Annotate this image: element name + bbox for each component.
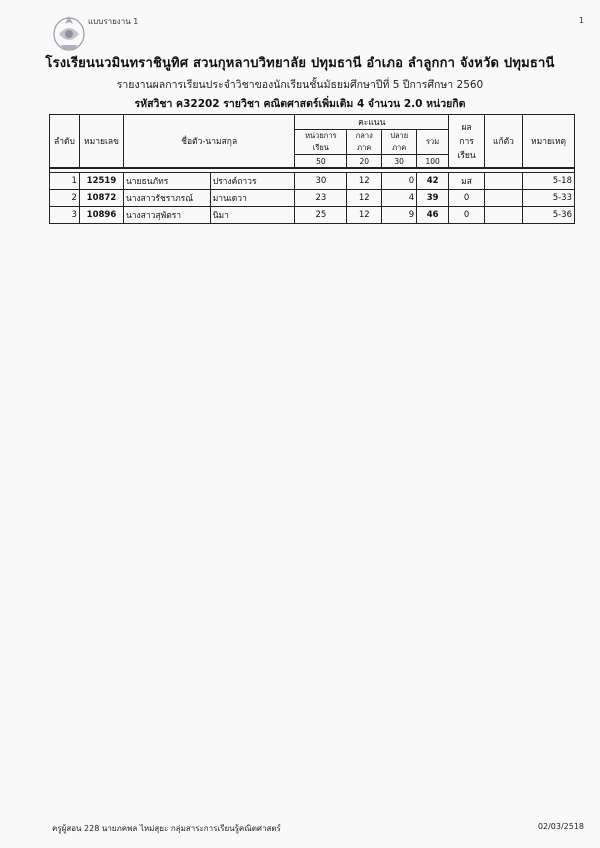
row-remark: 5-36	[522, 207, 574, 224]
row-final-score: 0	[382, 173, 417, 190]
row-unit-score: 30	[295, 173, 347, 190]
row-total-score: 46	[417, 207, 449, 224]
header-final: ปลายภาค	[382, 130, 417, 155]
row-correction	[485, 190, 523, 207]
row-result: 0	[449, 207, 485, 224]
teacher-footer: ครูผู้สอน 228 นายภคพล ไหม่สุยะ กลุ่มสาระการเรียนรู้คณิตศาสตร์	[52, 824, 281, 833]
report-title: รายงานผลการเรียนประจำวิชาของนักเรียนชั้นมัธยมศึกษาปีที่ 5 ปีการศึกษา 2560	[116, 79, 484, 91]
row-total-score: 42	[417, 173, 449, 190]
row-unit-score: 23	[295, 190, 347, 207]
header-result-line2: การเรียน	[457, 137, 476, 161]
header-result	[449, 115, 485, 169]
row-unit-score: 25	[295, 207, 347, 224]
header-unit: หน่วยการเรียน	[295, 130, 347, 155]
row-first-name: นางสาวรัชราภรณ์	[123, 190, 210, 207]
row-order: 2	[50, 190, 80, 207]
header-name: ชื่อตัว-นามสกุล	[123, 115, 294, 169]
table-row	[50, 207, 575, 224]
row-first-name: นางสาวสุพัตรา	[123, 207, 210, 224]
course-title: รหัสวิชา ค32202 รายวิชา คณิตศาสตร์เพิ่มเติม 4 จำนวน 2.0 หน่วยกิต	[134, 98, 466, 110]
print-date: 02/03/2518	[537, 822, 584, 831]
header-final-max: 30	[382, 155, 417, 169]
grade-table	[49, 114, 575, 224]
row-student-id: 10872	[79, 190, 123, 207]
row-correction	[485, 173, 523, 190]
form-label: แบบรายงาน 1	[88, 17, 139, 26]
row-student-id: 12519	[79, 173, 123, 190]
header-correction: แก้ตัว	[485, 115, 523, 169]
header-score-group: คะแนน	[295, 115, 449, 130]
row-last-name: นิมา	[210, 207, 295, 224]
row-midterm-score: 12	[347, 173, 382, 190]
row-result: มส	[449, 173, 485, 190]
row-final-score: 9	[382, 207, 417, 224]
header-unit-max: 50	[295, 155, 347, 169]
header-result-line1: ผล	[461, 123, 472, 133]
header-student-id: หมายเลข	[79, 115, 123, 169]
header-order: ลำดับ	[50, 115, 80, 169]
table-row	[50, 173, 575, 190]
school-title: โรงเรียนนวมินทราชินูทิศ สวนกุหลาบวิทยาลัย ปทุมธานี อำเภอ ลำลูกกา จังหวัด ปทุมธานี	[45, 56, 555, 71]
row-correction	[485, 207, 523, 224]
row-total-score: 39	[417, 190, 449, 207]
header-remark: หมายเหตุ	[522, 115, 574, 169]
row-student-id: 10896	[79, 207, 123, 224]
row-first-name: นายธนภัทร	[123, 173, 210, 190]
header-midterm-max: 20	[347, 155, 382, 169]
row-midterm-score: 12	[347, 190, 382, 207]
row-last-name: มานเดวา	[210, 190, 295, 207]
row-remark: 5-33	[522, 190, 574, 207]
row-midterm-score: 12	[347, 207, 382, 224]
row-last-name: ปรางค์ถาวร	[210, 173, 295, 190]
table-row	[50, 190, 575, 207]
row-result: 0	[449, 190, 485, 207]
row-remark: 5-18	[522, 173, 574, 190]
page-number: 1	[578, 16, 584, 25]
row-final-score: 4	[382, 190, 417, 207]
header-total: รวม	[417, 130, 449, 155]
row-order: 1	[50, 173, 80, 190]
school-emblem-icon	[52, 12, 86, 52]
row-order: 3	[50, 207, 80, 224]
header-midterm: กลางภาค	[347, 130, 382, 155]
header-total-max: 100	[417, 155, 449, 169]
